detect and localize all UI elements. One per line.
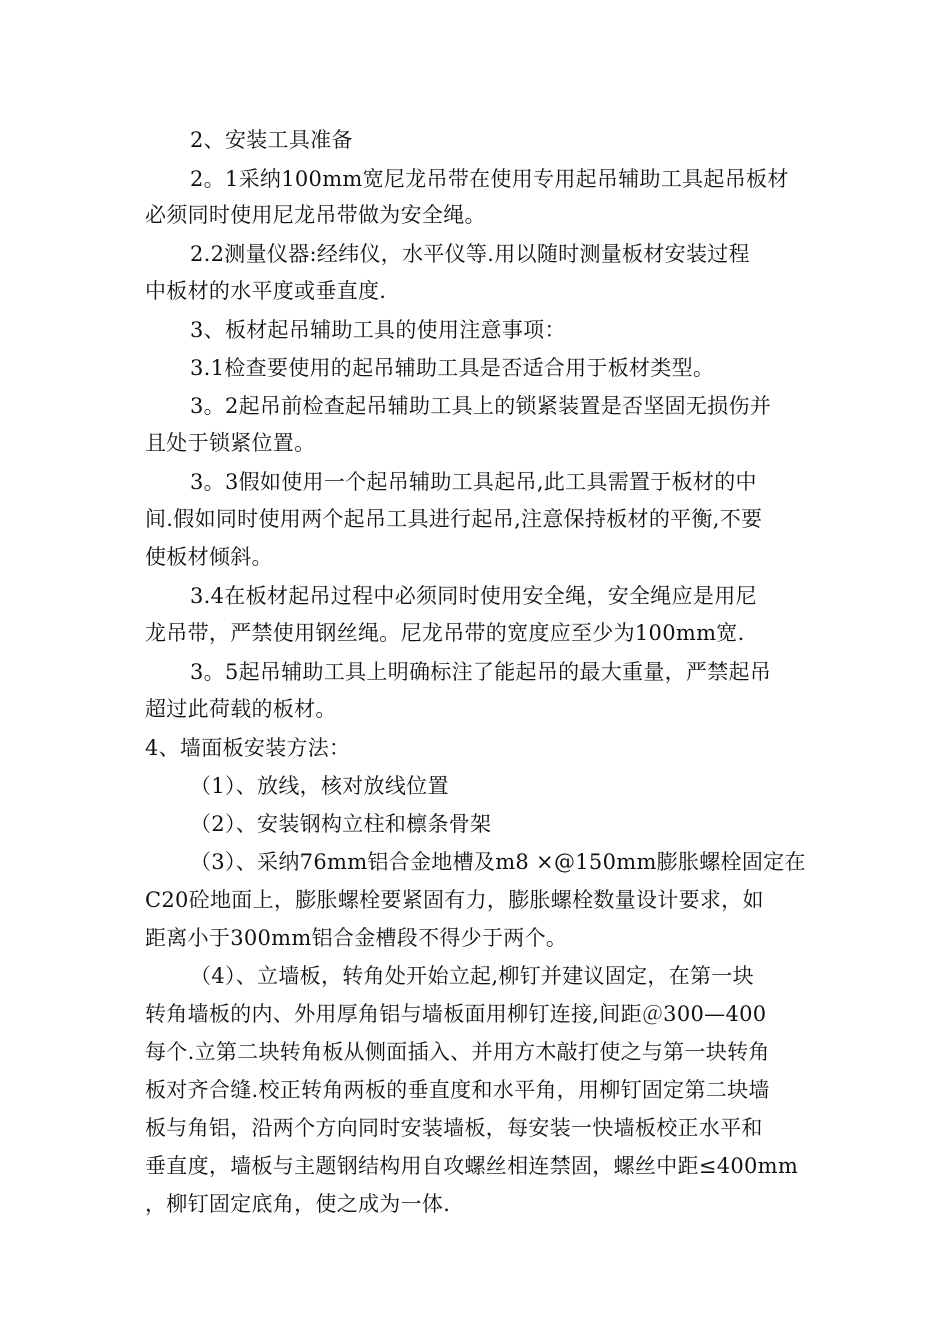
text-line: （1）、放线，核对放线位置 (190, 774, 449, 798)
text-line: ，柳钉固定底角，使之成为一体. (145, 1192, 451, 1216)
text-line: 垂直度，墙板与主题钢结构用自攻螺丝相连禁固，螺丝中距≤400mm (145, 1154, 799, 1178)
text-line: 2。1采纳100mm宽尼龙吊带在使用专用起吊辅助工具起吊板材 (190, 167, 789, 191)
text-line: 2、安装工具准备 (190, 128, 353, 152)
text-line: 每个.立第二块转角板从侧面插入、并用方木敲打使之与第一块转角 (145, 1040, 770, 1064)
text-line: （4）、立墙板，转角处开始立起,柳钉并建议固定，在第一块 (190, 964, 754, 988)
text-line: 必须同时使用尼龙吊带做为安全绳。 (145, 203, 486, 227)
text-line: 3。2起吊前检查起吊辅助工具上的锁紧装置是否坚固无损伤并 (190, 394, 772, 418)
text-line: 且处于锁紧位置。 (145, 431, 316, 455)
text-line: 板对齐合缝.校正转角两板的垂直度和水平角，用柳钉固定第二块墙 (145, 1078, 770, 1102)
text-line: 板与角铝，沿两个方向同时安装墙板，每安装一快墙板校正水平和 (145, 1116, 763, 1140)
text-line: 3。3假如使用一个起吊辅助工具起吊,此工具需置于板材的中 (190, 470, 757, 494)
text-line: 3.1检查要使用的起吊辅助工具是否适合用于板材类型。 (190, 356, 715, 380)
text-line: 转角墙板的内、外用厚角铝与墙板面用柳钉连接,间距＠300—400 (145, 1002, 767, 1026)
text-line: 4、墙面板安装方法： (145, 736, 351, 760)
text-line: 中板材的水平度或垂直度. (145, 279, 387, 303)
text-line: 使板材倾斜。 (145, 545, 273, 569)
text-line: 2.2测量仪器:经纬仪，水平仪等.用以随时测量板材安装过程 (190, 242, 750, 266)
text-line: 3。5起吊辅助工具上明确标注了能起吊的最大重量，严禁起吊 (190, 660, 772, 684)
text-line: （3）、采纳76mm铝合金地槽及m8 ×@150mm膨胀螺栓固定在 (190, 850, 806, 874)
text-line: C20砼地面上，膨胀螺栓要紧固有力，膨胀螺栓数量设计要求，如 (145, 888, 764, 912)
text-line: （2）、安装钢构立柱和檩条骨架 (190, 812, 492, 836)
text-line: 3.4在板材起吊过程中必须同时使用安全绳，安全绳应是用尼 (190, 584, 757, 608)
text-line: 龙吊带，严禁使用钢丝绳。尼龙吊带的宽度应至少为100mm宽. (145, 621, 745, 645)
text-line: 超过此荷载的板材。 (145, 697, 337, 721)
text-line: 3、板材起吊辅助工具的使用注意事项： (190, 318, 566, 342)
text-line: 间.假如同时使用两个起吊工具进行起吊,注意保持板材的平衡,不要 (145, 507, 763, 531)
text-line: 距离小于300mm铝合金槽段不得少于两个。 (145, 926, 568, 950)
